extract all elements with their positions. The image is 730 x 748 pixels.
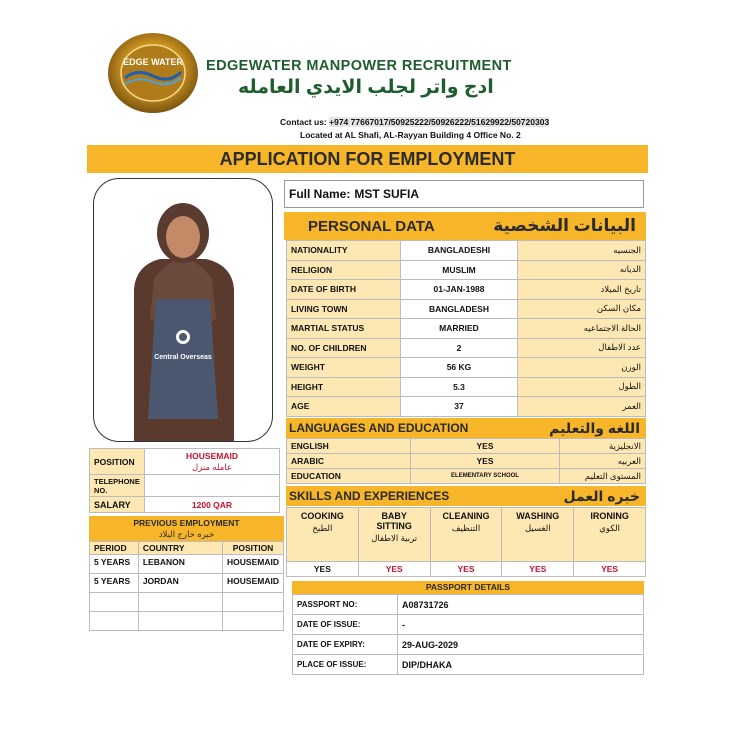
languages-table bbox=[286, 438, 646, 484]
personal-data-header bbox=[284, 212, 646, 240]
passport-label: PASSPORT NO: bbox=[293, 595, 398, 615]
passport-row bbox=[293, 615, 644, 635]
passport-label: DATE OF ISSUE: bbox=[293, 615, 398, 635]
logo-wordmark: EDGE WATER bbox=[123, 57, 183, 67]
previous-cell: JORDAN bbox=[138, 574, 222, 593]
salary-label: SALARY bbox=[90, 497, 145, 513]
personal-value: 01-JAN-1988 bbox=[401, 280, 518, 300]
personal-arabic: عدد الاطفال bbox=[518, 338, 646, 358]
passport-row bbox=[293, 655, 644, 675]
personal-arabic: تاريخ الميلاد bbox=[518, 280, 646, 300]
company-logo bbox=[107, 32, 199, 114]
personal-row bbox=[287, 299, 646, 319]
previous-column-header: COUNTRY bbox=[138, 542, 222, 555]
language-row bbox=[287, 469, 646, 484]
previous-cell: HOUSEMAID bbox=[223, 574, 284, 593]
personal-label: HEIGHT bbox=[287, 377, 401, 397]
personal-label: RELIGION bbox=[287, 260, 401, 280]
contact-label: Contact us: bbox=[280, 117, 327, 127]
skills-heading-ar: خبره العمل bbox=[563, 487, 640, 504]
position-value bbox=[145, 449, 280, 475]
previous-heading-en: PREVIOUS EMPLOYMENT bbox=[133, 518, 240, 528]
personal-label: NO. OF CHILDREN bbox=[287, 338, 401, 358]
passport-label: PLACE OF ISSUE: bbox=[293, 655, 398, 675]
contact-line bbox=[280, 117, 549, 127]
previous-cell bbox=[90, 612, 139, 631]
company-name: EDGEWATER MANPOWER RECRUITMENT bbox=[206, 58, 512, 74]
language-value: YES bbox=[411, 439, 560, 454]
personal-arabic: مكان السكن bbox=[518, 299, 646, 319]
personal-row bbox=[287, 241, 646, 261]
skill-header bbox=[574, 508, 646, 562]
skill-header bbox=[358, 508, 430, 562]
personal-row bbox=[287, 358, 646, 378]
previous-heading-ar: خبره خارج البلاد bbox=[158, 529, 215, 539]
previous-column-header: PERIOD bbox=[90, 542, 139, 555]
skill-name: BABY SITTING bbox=[376, 511, 412, 531]
skill-name: IRONING bbox=[590, 511, 629, 521]
language-value: YES bbox=[411, 454, 560, 469]
personal-arabic: الديانه bbox=[518, 260, 646, 280]
personal-value: MUSLIM bbox=[401, 260, 518, 280]
personal-heading-ar: البيانات الشخصية bbox=[493, 216, 636, 235]
skill-name-arabic: الغسيل bbox=[524, 523, 551, 533]
skill-header bbox=[287, 508, 359, 562]
personal-value: BANGLADESH bbox=[401, 299, 518, 319]
skill-name-arabic: تربية الاطفال bbox=[371, 533, 418, 543]
passport-value: 29-AUG-2029 bbox=[398, 635, 644, 655]
passport-value: DIP/DHAKA bbox=[398, 655, 644, 675]
previous-cell: HOUSEMAID bbox=[223, 555, 284, 574]
previous-row bbox=[90, 593, 284, 612]
previous-cell bbox=[90, 593, 139, 612]
position-table bbox=[89, 448, 280, 513]
personal-value: 56 KG bbox=[401, 358, 518, 378]
position-label: POSITION bbox=[90, 449, 145, 475]
personal-value: 5.3 bbox=[401, 377, 518, 397]
personal-value: 2 bbox=[401, 338, 518, 358]
personal-label: LIVING TOWN bbox=[287, 299, 401, 319]
personal-arabic: الجنسيه bbox=[518, 241, 646, 261]
languages-heading-ar: اللغه والتعليم bbox=[549, 419, 640, 436]
position-value-ar: عامله منزل bbox=[192, 461, 232, 472]
skill-header bbox=[430, 508, 502, 562]
personal-arabic: الطول bbox=[518, 377, 646, 397]
previous-column-header: POSITION bbox=[223, 542, 284, 555]
personal-row bbox=[287, 377, 646, 397]
personal-value: 37 bbox=[401, 397, 518, 417]
full-name-value: MST SUFIA bbox=[354, 187, 420, 201]
personal-label: NATIONALITY bbox=[287, 241, 401, 261]
language-arabic: الانجليزية bbox=[560, 439, 646, 454]
personal-data-table bbox=[286, 240, 646, 417]
personal-arabic: الحالة الاجتماعيه bbox=[518, 319, 646, 339]
personal-value: BANGLADESHI bbox=[401, 241, 518, 261]
personal-label: AGE bbox=[287, 397, 401, 417]
previous-cell bbox=[223, 612, 284, 631]
language-row bbox=[287, 439, 646, 454]
telephone-value bbox=[145, 475, 280, 497]
salary-value: 1200 QAR bbox=[145, 497, 280, 513]
title-bar bbox=[87, 145, 648, 173]
skills-heading-en: SKILLS AND EXPERIENCES bbox=[289, 489, 450, 503]
skill-name: CLEANING bbox=[442, 511, 490, 521]
location-line: Located at AL Shafi, AL-Rayyan Building 4 Office No. 2 bbox=[300, 130, 521, 140]
previous-row bbox=[90, 574, 284, 593]
company-name-arabic: ادج واتر لجلب الايدي العامله bbox=[238, 77, 494, 98]
contact-numbers: +974 77667017/50925222/50926222/51629922/50720303 bbox=[329, 117, 550, 127]
personal-arabic: الوزن bbox=[518, 358, 646, 378]
language-row bbox=[287, 454, 646, 469]
previous-row bbox=[90, 612, 284, 631]
languages-header bbox=[286, 418, 646, 438]
language-arabic: العربيه bbox=[560, 454, 646, 469]
position-value-en: HOUSEMAID bbox=[186, 450, 238, 461]
previous-cell bbox=[138, 612, 222, 631]
skill-header bbox=[502, 508, 574, 562]
skills-table bbox=[286, 507, 646, 577]
skill-name-arabic: الطبخ bbox=[312, 523, 333, 533]
previous-header-row bbox=[90, 542, 284, 555]
passport-row bbox=[293, 595, 644, 615]
personal-row bbox=[287, 319, 646, 339]
skill-name-arabic: التنظيف bbox=[451, 523, 481, 533]
previous-employment-table bbox=[89, 541, 284, 631]
previous-cell: LEBANON bbox=[138, 555, 222, 574]
previous-cell bbox=[138, 593, 222, 612]
language-arabic: المستوى التعليم bbox=[560, 469, 646, 484]
language-label: ARABIC bbox=[287, 454, 411, 469]
skill-name-arabic: الكوي bbox=[599, 523, 620, 533]
passport-row bbox=[293, 635, 644, 655]
previous-row bbox=[90, 555, 284, 574]
previous-cell: 5 YEARS bbox=[90, 574, 139, 593]
skill-value: YES bbox=[430, 562, 502, 577]
passport-header: PASSPORT DETAILS bbox=[292, 581, 644, 594]
applicant-photo bbox=[93, 178, 273, 442]
personal-row bbox=[287, 397, 646, 417]
language-label: EDUCATION bbox=[287, 469, 411, 484]
personal-arabic: العمر bbox=[518, 397, 646, 417]
telephone-label: TELEPHONE NO. bbox=[90, 475, 145, 497]
language-label: ENGLISH bbox=[287, 439, 411, 454]
personal-row bbox=[287, 338, 646, 358]
personal-heading-en: PERSONAL DATA bbox=[308, 217, 435, 235]
full-name-label: Full Name: bbox=[289, 187, 351, 201]
skill-value: YES bbox=[574, 562, 646, 577]
skill-name: COOKING bbox=[300, 511, 344, 521]
personal-row bbox=[287, 280, 646, 300]
personal-row bbox=[287, 260, 646, 280]
skill-name: WASHING bbox=[516, 511, 560, 521]
skill-value: YES bbox=[358, 562, 430, 577]
language-value: ELEMENTARY SCHOOL bbox=[411, 469, 560, 484]
full-name-box bbox=[284, 180, 644, 208]
passport-value: - bbox=[398, 615, 644, 635]
passport-label: DATE OF EXPIRY: bbox=[293, 635, 398, 655]
languages-heading-en: LANGUAGES AND EDUCATION bbox=[289, 421, 469, 435]
skills-header bbox=[286, 486, 646, 506]
personal-value: MARRIED bbox=[401, 319, 518, 339]
personal-label: MARTIAL STATUS bbox=[287, 319, 401, 339]
apron-text: Central Overseas bbox=[154, 354, 212, 361]
passport-value: A08731726 bbox=[398, 595, 644, 615]
skill-value: YES bbox=[502, 562, 574, 577]
skill-value: YES bbox=[287, 562, 359, 577]
personal-label: WEIGHT bbox=[287, 358, 401, 378]
previous-cell: 5 YEARS bbox=[90, 555, 139, 574]
previous-employment-header bbox=[89, 516, 284, 541]
personal-label: DATE OF BIRTH bbox=[287, 280, 401, 300]
form-title: APPLICATION FOR EMPLOYMENT bbox=[219, 148, 516, 169]
previous-cell bbox=[223, 593, 284, 612]
passport-table bbox=[292, 594, 644, 675]
